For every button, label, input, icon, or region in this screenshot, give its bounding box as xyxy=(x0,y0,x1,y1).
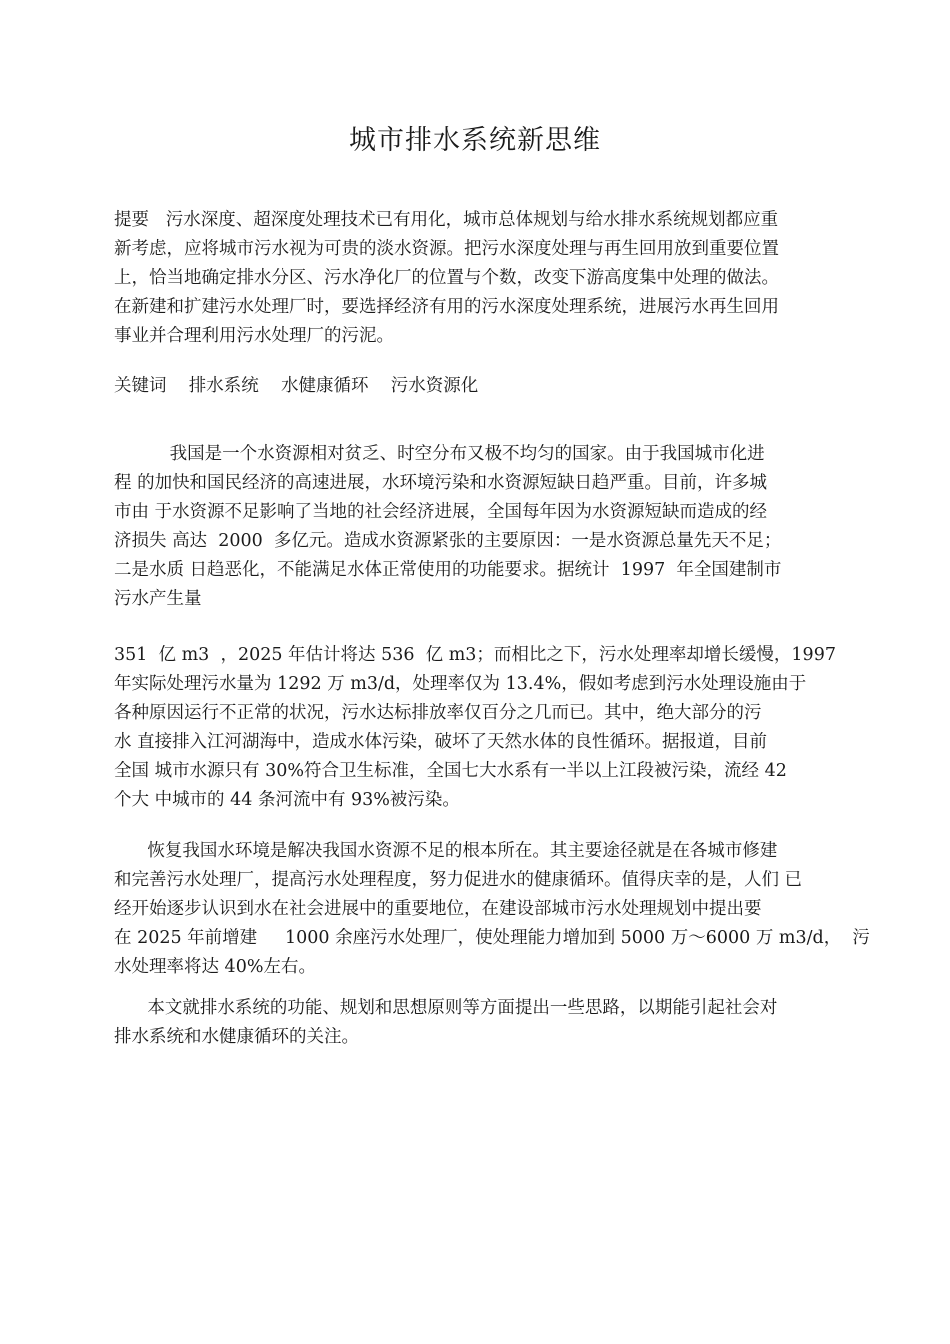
paragraph-line: 351 亿 m3 ，2025 年估计将达 536 亿 m3；而相比之下，污水处理率却增长缓慢，1997 xyxy=(114,645,836,665)
page-title: 城市排水系统新思维 xyxy=(349,125,601,156)
paragraph-line: 本文就排水系统的功能、规划和思想原则等方面提出一些思路，以期能引起社会对 xyxy=(114,998,778,1018)
paragraph-line: 水处理率将达 40%左右。 xyxy=(114,957,316,977)
body-paragraph-3 xyxy=(114,837,870,982)
paragraph-line: 在 2025 年前增建 1000 余座污水处理厂，使处理能力增加到 5000 万～6000 万 m3/d， 污 xyxy=(114,928,870,948)
keywords xyxy=(114,372,478,401)
paragraph-line: 程 的加快和国民经济的高速进展，水环境污染和水资源短缺日趋严重。目前，许多城 xyxy=(114,473,768,493)
abstract-line: 在新建和扩建污水处理厂时，要选择经济有用的污水深度处理系统，进展污水再生回用 xyxy=(114,297,779,317)
paragraph-line: 市由 于水资源不足影响了当地的社会经济进展，全国每年因为水资源短缺而造成的经 xyxy=(114,502,768,522)
abstract xyxy=(114,206,779,351)
abstract-line: 上，恰当地确定排水分区、污水净化厂的位置与个数，改变下游高度集中处理的做法。 xyxy=(114,268,779,288)
abstract-line: 新考虑，应将城市污水视为可贵的淡水资源。把污水深度处理与再生回用放到重要位置 xyxy=(114,239,779,259)
body-paragraph-4 xyxy=(114,994,777,1052)
paragraph-line: 各种原因运行不正常的状况，污水达标排放率仅百分之几而已。其中，绝大部分的污 xyxy=(114,703,762,723)
paragraph-line: 我国是一个水资源相对贫乏、时空分布又极不均匀的国家。由于我国城市化进 xyxy=(114,444,765,464)
abstract-line: 事业并合理利用污水处理厂的污泥。 xyxy=(114,326,394,346)
body-paragraph-1 xyxy=(114,440,781,614)
paragraph-line: 污水产生量 xyxy=(114,589,202,609)
paragraph-line: 排水系统和水健康循环的关注。 xyxy=(114,1027,359,1047)
paragraph-line: 恢复我国水环境是解决我国水资源不足的根本所在。其主要途径就是在各城市修建 xyxy=(114,841,778,861)
paragraph-line: 全国 城市水源只有 30%符合卫生标准，全国七大水系有一半以上江段被污染，流经 42 xyxy=(114,761,787,781)
paragraph-line: 水 直接排入江河湖海中，造成水体污染，破坏了天然水体的良性循环。据报道，目前 xyxy=(114,732,768,752)
body-paragraph-2 xyxy=(114,641,836,815)
paragraph-line: 和完善污水处理厂，提高污水处理程度，努力促进水的健康循环。值得庆幸的是，人们 已 xyxy=(114,870,803,890)
paragraph-line: 个大 中城市的 44 条河流中有 93%被污染。 xyxy=(114,790,460,810)
paragraph-line: 年实际处理污水量为 1292 万 m3/d，处理率仅为 13.4%，假如考虑到污水处理设施由于 xyxy=(114,674,807,694)
paragraph-line: 二是水质 日趋恶化，不能满足水体正常使用的功能要求。据统计 1997 年全国建制市 xyxy=(114,560,782,580)
paragraph-line: 经开始逐步认识到水在社会进展中的重要地位，在建设部城市污水处理规划中提出要 xyxy=(114,899,762,919)
abstract-line: 提要 污水深度、超深度处理技术已有用化，城市总体规划与给水排水系统规划都应重 xyxy=(114,210,779,230)
keywords-line: 关键词 排水系统 水健康循环 污水资源化 xyxy=(114,376,479,396)
paragraph-line: 济损失 高达 2000 多亿元。造成水资源紧张的主要原因：一是水资源总量先天不足； xyxy=(114,531,782,551)
